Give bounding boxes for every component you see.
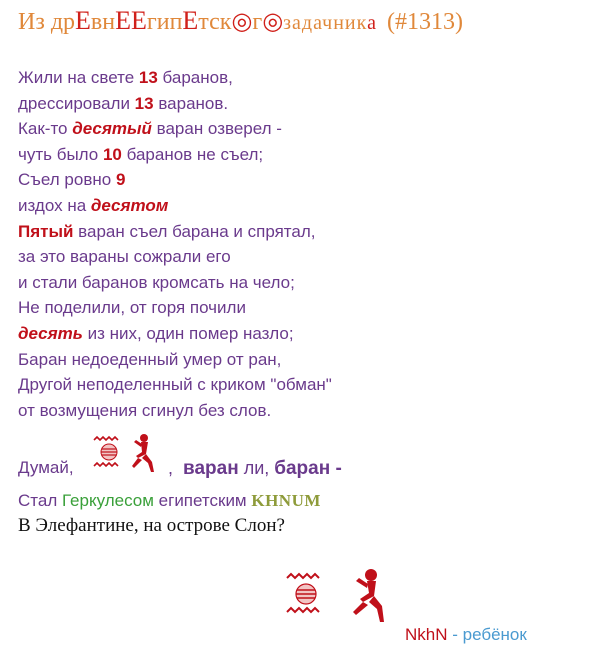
poem-line: Не поделили, от горя почили [18,298,246,318]
title-number: (#1313) [386,9,463,35]
title-part: гип [146,9,183,35]
title-part: Из др [18,9,76,35]
title-part: Е [182,6,199,35]
poem-line: за это вараны сожрали его [18,247,231,267]
poem-line: Пятый варан съел барана и спрятал, [18,221,316,241]
poem-line: Съел ровно 9 [18,170,126,190]
elephantine-line: В Элефантине, на острове Слон? [18,515,285,536]
title-part: а [367,12,377,34]
poem-line: Как-то десятый варан озверел - [18,119,282,139]
poem-line: чуть было 10 баранов не съел; [18,144,264,164]
question-line: , варан ли, баран - [168,458,342,479]
title-part: ЕЕ [115,6,147,35]
poem-line: и стали баранов кромсать на чело; [18,272,295,292]
poem-line: Жили на свете 13 баранов, [18,68,233,87]
poem-line: Другой неподеленный с криком "обман" [18,375,332,395]
poem-line: от возмущения сгинул без слов. [18,400,272,420]
title-part: ◎ [262,9,284,35]
hieroglyph-icon [92,432,156,476]
title-part: Е [75,6,91,35]
title-part: вн [90,9,116,35]
hieroglyph-large-icon [283,568,387,624]
page-title [18,6,463,36]
poem-line: Баран недоеденный умер от ран, [18,349,282,369]
title-part: задачник [283,12,368,34]
poem-line: издох на десятом [18,195,169,215]
poem-line: дрессировали 13 варанов. [18,93,229,113]
title-part: тск [198,9,232,35]
title-part: г [252,9,263,35]
signature: NkhN - ребёнок [405,625,527,644]
hercules-line: Стал Геркулесом египетским KHNUM [18,491,321,510]
poem [18,65,332,423]
khnum-label: KHNUM [251,491,321,510]
think-label: Думай, [18,458,74,477]
poem-line: десять из них, один помер назло; [18,323,294,343]
title-part: ◎ [231,9,253,35]
